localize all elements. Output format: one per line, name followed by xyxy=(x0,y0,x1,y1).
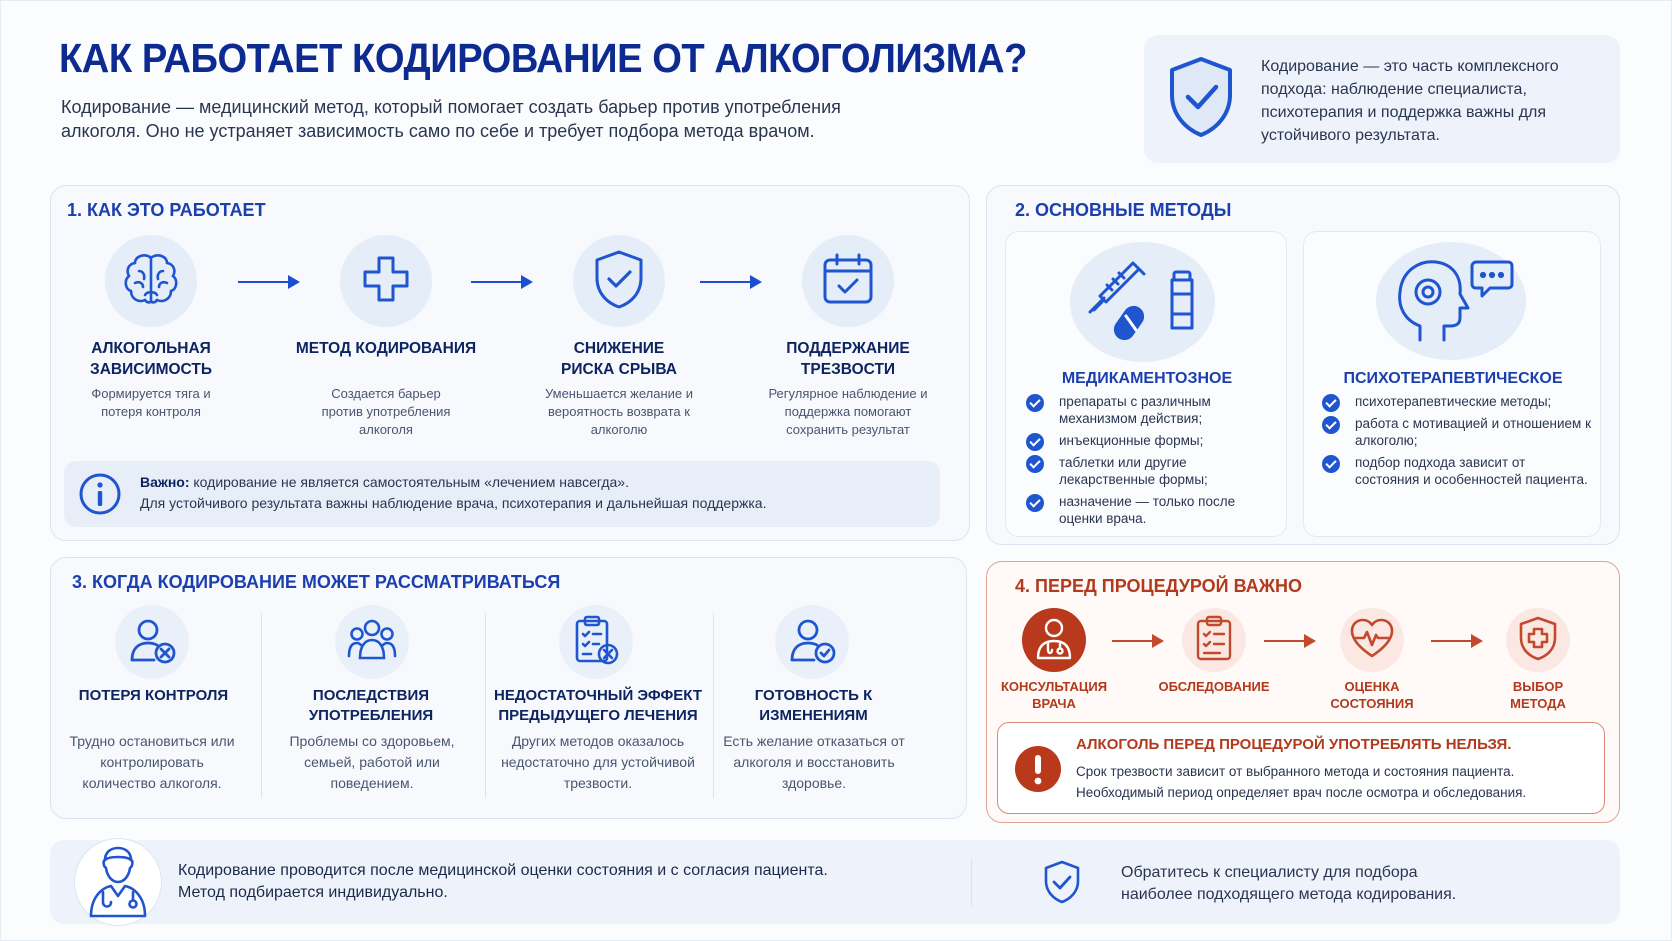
doctor-avatar-icon xyxy=(74,838,162,926)
method-list xyxy=(1322,393,1592,488)
warning-title: АЛКОГОЛЬ ПЕРЕД ПРОЦЕДУРОЙ УПОТРЕБЛЯТЬ НЕЛЬЗЯ. xyxy=(1076,736,1512,753)
important-line-2: Для устойчивого результата важны наблюдение врача, психотерапия и дальнейшая поддержка. xyxy=(140,495,767,511)
check-icon xyxy=(1322,416,1340,434)
case-icon-circle xyxy=(115,605,189,679)
section-3-title: 3. КОГДА КОДИРОВАНИЕ МОЖЕТ РАССМАТРИВАТЬСЯ xyxy=(72,572,561,592)
case-title: ГОТОВНОСТЬ К ИЗМЕНЕНИЯМ xyxy=(754,687,873,724)
footer-right-text xyxy=(1121,862,1456,906)
page-title: КАК РАБОТАЕТ КОДИРОВАНИЕ ОТ АЛКОГОЛИЗМА? xyxy=(59,35,1027,81)
top-note-text: Кодирование — это часть комплексного подхода: наблюдение специалиста, психотерапия и поддержка важны для устойчивого результата. xyxy=(1261,58,1559,144)
step-icon-circle xyxy=(340,235,432,327)
divider xyxy=(971,858,972,906)
step-title: КОНСУЛЬТАЦИЯ ВРАЧА xyxy=(1000,679,1108,711)
divider xyxy=(261,613,262,798)
method-title: МЕДИКАМЕНТОЗНОЕ xyxy=(1061,370,1233,387)
heart-pulse-icon xyxy=(1349,618,1395,663)
clipboard-icon xyxy=(1194,615,1234,666)
shield-check-icon xyxy=(1166,55,1236,144)
check-icon xyxy=(1026,433,1044,451)
footer-bar xyxy=(50,840,1620,924)
exclamation-icon xyxy=(1014,745,1062,798)
case-title: ПОТЕРЯ КОНТРОЛЯ xyxy=(78,687,229,704)
step-title: ВЫБОР МЕТОДА xyxy=(1510,679,1566,711)
method-list xyxy=(1026,393,1276,527)
footer-left-line-1: Кодирование проводится после медицинской оценки состояния и с согласия пациента. xyxy=(178,862,828,879)
page-subtitle: Кодирование — медицинский метод, который помогает создать барьер против употребления алкоголя. Оно не устраняет зависимость само по себе и требует подбора метода врачом. xyxy=(61,97,841,141)
check-icon xyxy=(1026,455,1044,473)
case-description: Проблемы со здоровьем, семьей, работой или поведением. xyxy=(289,733,455,791)
step-title: МЕТОД КОДИРОВАНИЯ xyxy=(295,340,477,357)
flow-arrow xyxy=(471,281,531,283)
step-icon-circle xyxy=(1506,608,1570,672)
medical-cross-icon xyxy=(361,254,411,309)
step-title: ПОДДЕРЖАНИЕ ТРЕЗВОСТИ xyxy=(786,340,910,378)
doctor-icon xyxy=(1034,616,1074,665)
info-icon xyxy=(78,472,122,521)
divider xyxy=(485,613,486,798)
warning-text xyxy=(1076,761,1526,803)
flow-arrow xyxy=(1112,640,1162,642)
step-title: АЛКОГОЛЬНАЯ ЗАВИСИМОСТЬ xyxy=(90,340,212,378)
step-description: Уменьшается желание и вероятность возврата к алкоголю xyxy=(544,386,694,437)
case-icon-circle xyxy=(335,605,409,679)
case-icon-circle xyxy=(559,605,633,679)
list-item: работа с мотивацией и отношением к алкоголю; xyxy=(1322,415,1592,449)
family-icon xyxy=(347,618,397,667)
case-title: ПОСЛЕДСТВИЯ УПОТРЕБЛЕНИЯ xyxy=(308,687,434,724)
check-icon xyxy=(1026,394,1044,412)
list-item: инъекционные формы; xyxy=(1026,432,1276,449)
important-line-1: кодирование не является самостоятельным «лечением навсегда». xyxy=(189,474,629,490)
user-x-icon xyxy=(128,616,176,669)
case-title: НЕДОСТАТОЧНЫЙ ЭФФЕКТ ПРЕДЫДУЩЕГО ЛЕЧЕНИЯ xyxy=(494,687,702,724)
check-icon xyxy=(1322,455,1340,473)
brain-icon xyxy=(121,251,181,312)
flow-arrow xyxy=(1264,640,1314,642)
method-title: ПСИХОТЕРАПЕВТИЧЕСКОЕ xyxy=(1343,370,1563,387)
step-icon-circle xyxy=(1022,608,1086,672)
shield-cross-icon xyxy=(1518,615,1558,666)
step-title: ОБСЛЕДОВАНИЕ xyxy=(1158,679,1270,694)
case-description: Других методов оказалось недостаточно для устойчивой трезвости. xyxy=(501,733,695,791)
important-note xyxy=(64,461,940,527)
footer-right-line-2: наиболее подходящего метода кодирования. xyxy=(1121,886,1457,903)
warning-box xyxy=(997,722,1605,814)
case-icon-circle xyxy=(775,605,849,679)
step-description: Формируется тяга и потеря контроля xyxy=(91,386,211,419)
flow-arrow xyxy=(700,281,760,283)
method-card-psychotherapy xyxy=(1303,231,1601,537)
divider xyxy=(713,613,714,798)
list-item: таблетки или другие лекарственные формы; xyxy=(1026,454,1276,488)
list-item: препараты с различным механизмом действия; xyxy=(1026,393,1276,427)
check-icon xyxy=(1322,394,1340,412)
footer-right-line-1: Обратитесь к специалисту для подбора xyxy=(1121,864,1418,881)
case-description: Трудно остановиться или контролировать количество алкоголя. xyxy=(69,733,235,791)
section-2-title: 2. ОСНОВНЫЕ МЕТОДЫ xyxy=(1015,200,1232,220)
important-label: Важно: xyxy=(140,474,190,490)
step-title: ОЦЕНКА СОСТОЯНИЯ xyxy=(1330,679,1414,711)
user-check-icon xyxy=(788,616,836,669)
important-text xyxy=(140,472,766,514)
step-description: Регулярное наблюдение и поддержка помогают сохранить результат xyxy=(768,386,928,437)
section-1-title: 1. КАК ЭТО РАБОТАЕТ xyxy=(67,200,266,220)
flow-arrow xyxy=(238,281,298,283)
step-icon-circle xyxy=(573,235,665,327)
shield-check-icon xyxy=(1043,860,1081,909)
check-icon xyxy=(1026,494,1044,512)
step-description: Создается барьер против употребления алкоголя xyxy=(321,386,451,437)
warning-line-2: Необходимый период определяет врач после осмотра и обследования. xyxy=(1076,785,1527,800)
list-item: назначение — только после оценки врача. xyxy=(1026,493,1276,527)
step-icon-circle xyxy=(1340,608,1404,672)
warning-line-1: Срок трезвости зависит от выбранного метода и состояния пациента. xyxy=(1076,764,1515,779)
calendar-check-icon xyxy=(820,251,876,312)
step-icon-circle xyxy=(802,235,894,327)
list-item: психотерапевтические методы; xyxy=(1322,393,1592,410)
top-note xyxy=(1144,35,1620,163)
case-description: Есть желание отказаться от алкоголя и восстановить здоровье. xyxy=(723,733,905,791)
section-4-title: 4. ПЕРЕД ПРОЦЕДУРОЙ ВАЖНО xyxy=(1015,576,1302,596)
footer-left-line-2: Метод подбирается индивидуально. xyxy=(178,884,448,901)
step-icon-circle xyxy=(105,235,197,327)
list-item: подбор подхода зависит от состояния и особенностей пациента. xyxy=(1322,454,1592,488)
head-speech-icon xyxy=(1390,254,1516,351)
shield-check-icon xyxy=(593,249,645,314)
method-card-medication xyxy=(1005,231,1287,537)
syringe-pills-icon xyxy=(1082,256,1204,351)
step-title: СНИЖЕНИЕ РИСКА СРЫВА xyxy=(561,340,677,378)
step-icon-circle xyxy=(1182,608,1246,672)
footer-left-text xyxy=(178,860,828,904)
flow-arrow xyxy=(1431,640,1481,642)
clipboard-x-icon xyxy=(572,614,620,671)
